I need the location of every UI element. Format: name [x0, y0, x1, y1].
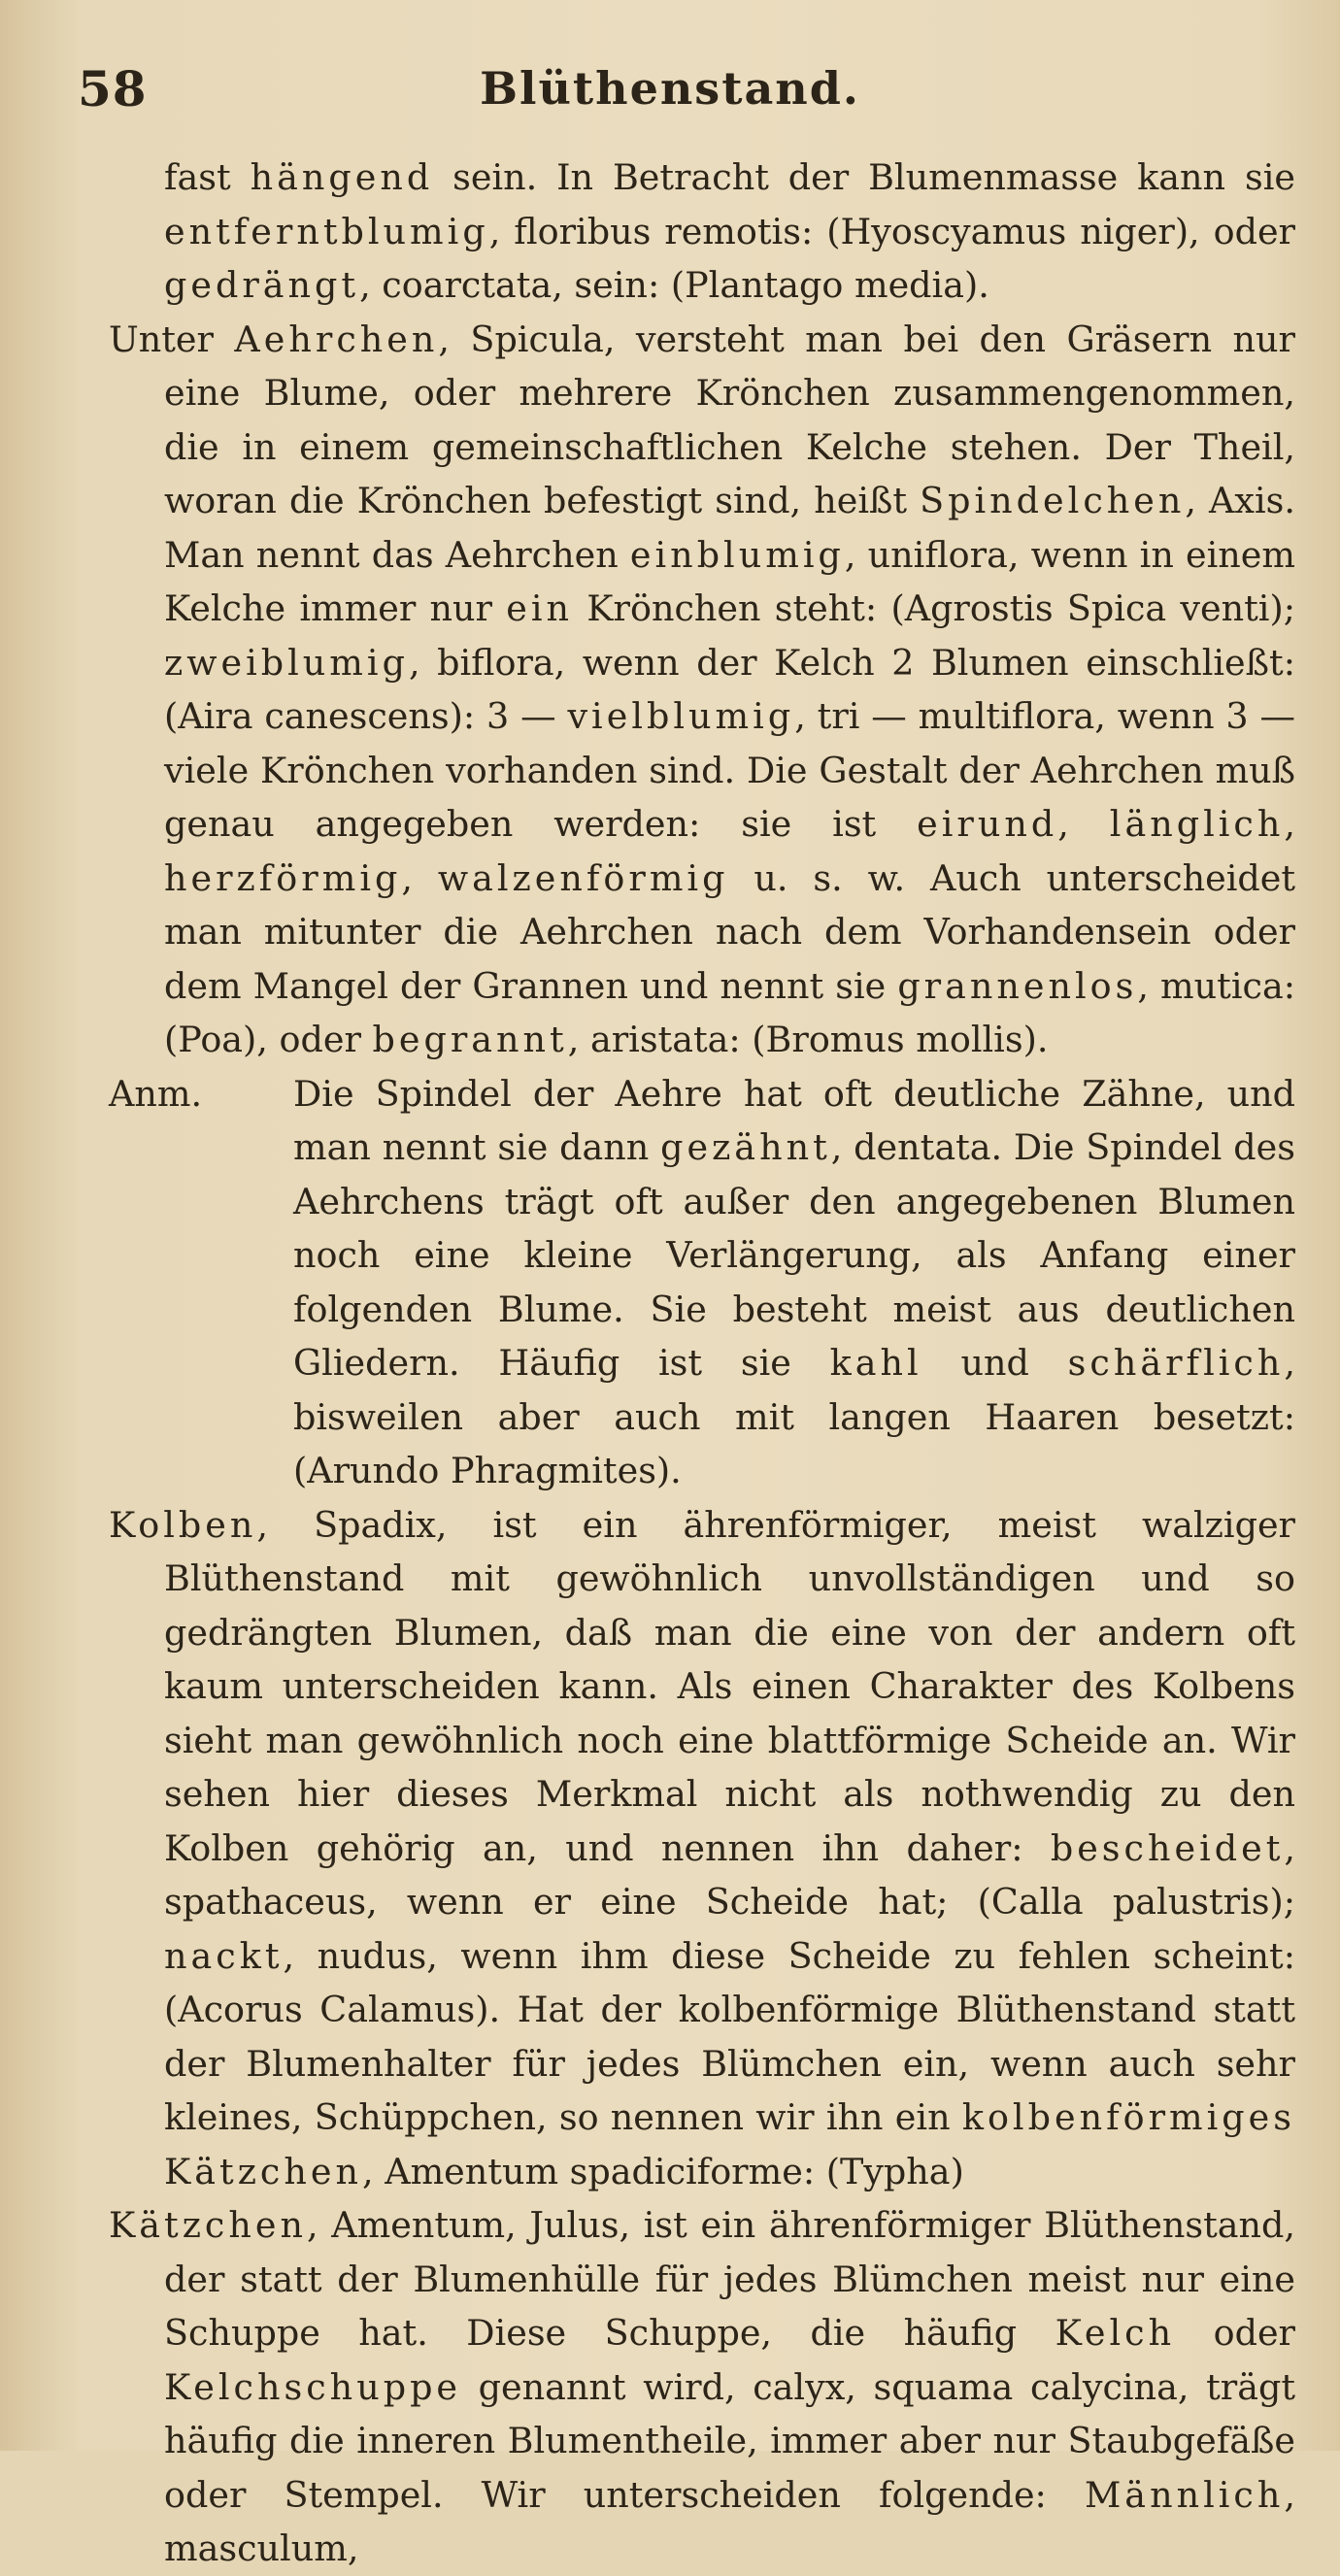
text-run: , Spadix, ist ein ährenförmiger, meist walziger Blüthenstand mit gewöhnlich unvollständigen und so gedrängten Blumen, daß man die eine von der andern oft kaum unterscheiden kann. Als einen Charakter des Kolbens sieht man gewöhnlich noch eine blattförmige Scheide an. Wir sehen hier dieses Merkmal nicht als nothwendig zu den Kolben gehörig an, und nennen ihn daher:: [164, 1503, 1295, 1869]
text-run: , Spicula, versteht man bei den Gräsern nur eine Blume, oder mehrere Krönchen zusammengenommen, die in einem gemeinschaftlichen Kelche stehen. Der Theil, woran die Krönchen befestigt sind, heißt: [164, 318, 1295, 521]
page-number: 58: [78, 60, 148, 117]
spaced-term: vielblumig: [567, 695, 795, 737]
spaced-term: einblumig: [629, 533, 845, 576]
spaced-term: Kelch: [1055, 2312, 1176, 2354]
text-paragraph: [109, 1498, 1295, 2199]
note-paragraph: [109, 1067, 1295, 1498]
spaced-term: zweiblumig: [164, 641, 409, 684]
spaced-term: Aehrchen: [234, 318, 439, 360]
text-run: , biflora, wenn der Kelch 2 Blumen einschließt: (Aira canescens): 3 —: [164, 641, 1295, 737]
text-run: fast: [164, 156, 251, 198]
text-run: ,: [1057, 803, 1110, 845]
spaced-term: entferntblumig: [164, 210, 489, 252]
spaced-term: gedrängt: [164, 264, 360, 306]
spaced-term: bescheidet: [1050, 1826, 1285, 1869]
text-paragraph: [109, 151, 1295, 313]
text-run: , dentata. Die Spindel des Aehrchens trägt oft außer den angegebenen Blumen noch eine kleine Verlängerung, als Anfang einer folgenden Blume. Sie besteht meist aus deutlichen Gliedern. Häufig ist sie: [293, 1126, 1295, 1384]
text-run: , mutica: (Poa), oder: [164, 964, 1296, 1060]
text-run: , nudus, wenn ihm diese Scheide zu fehlen scheint: (Acorus Calamus). Hat der kolbenförmige Blüthenstand statt der Blumenhalter für jedes Blümchen ein, wenn auch sehr kleines, Schüppchen, so nennen wir ihn ein: [164, 1934, 1295, 2138]
spaced-term: grannenlos: [897, 964, 1138, 1007]
text-run: , tri — multiflora, wenn 3 — viele Krönchen vorhanden sind. Die Gestalt der Aehrchen muß genau angegeben werden: sie ist: [164, 695, 1295, 845]
spaced-term: kahl: [829, 1342, 922, 1384]
text-run: u. s. w. Auch unterscheidet man mitunter die Aehrchen nach dem Vorhandensein oder dem Mangel der Grannen und nennt sie: [164, 856, 1295, 1007]
text-run: , uniflora, wenn in einem Kelche immer nur: [164, 533, 1295, 629]
page-body: [109, 151, 1295, 2576]
spaced-term: eirund: [917, 803, 1058, 845]
text-run: ,: [401, 856, 438, 899]
text-run: , floribus remotis: (Hyoscyamus niger), oder: [488, 210, 1295, 252]
text-run: sein. In Betracht der Blumenmasse kann sie: [433, 156, 1295, 198]
spaced-term: gezähnt: [660, 1126, 831, 1168]
text-run: , Amentum, Julus, ist ein ährenförmiger Blüthenstand, der statt der Blumenhülle für jedes Blümchen meist nur eine Schuppe hat. Diese Schuppe, die häufig: [164, 2204, 1295, 2354]
spaced-term: Männlich: [1084, 2473, 1285, 2516]
spaced-term: Kätzchen: [109, 2204, 307, 2246]
text-paragraph: [109, 313, 1295, 1067]
spaced-term: länglich: [1109, 803, 1285, 845]
spaced-term: kolbenförmiges Kätzchen: [164, 2096, 1295, 2192]
text-run: , masculum,: [164, 2473, 1295, 2569]
text-paragraph: [109, 2198, 1295, 2576]
text-run: Krönchen steht: (Agrostis Spica venti);: [573, 587, 1295, 629]
spaced-term: Spindelchen: [920, 480, 1186, 521]
text-run: ,: [1284, 803, 1295, 845]
text-run: genannt wird, calyx, squama calycina, trägt häufig die inneren Blumentheile, immer aber nur Staubgefäße oder Stempel. Wir unterscheiden folgende:: [164, 2365, 1295, 2516]
spaced-term: Kelchschuppe: [164, 2365, 462, 2408]
note-label: Anm.: [109, 1072, 203, 1115]
text-run: , Axis. Man nennt das Aehrchen: [164, 480, 1295, 576]
page-header: [78, 60, 1262, 128]
text-run: Die Spindel der Aehre hat oft deutliche Zähne, und man nennt sie dann: [293, 1072, 1295, 1168]
text-run: , coarctata, sein: (Plantago media).: [359, 264, 989, 306]
spaced-term: herzförmig: [164, 856, 402, 899]
spaced-term: walzenförmig: [437, 856, 729, 899]
spaced-term: hängend: [250, 156, 434, 198]
text-run: oder: [1175, 2312, 1295, 2354]
text-run: , spathaceus, wenn er eine Scheide hat; (Calla palustris);: [164, 1826, 1295, 1923]
running-title: Blüthenstand.: [480, 62, 860, 115]
text-run: , bisweilen aber auch mit langen Haaren besetzt: (Arundo Phragmites).: [293, 1342, 1295, 1491]
text-run: Unter: [109, 318, 235, 360]
text-run: und: [921, 1342, 1068, 1384]
text-run: , aristata: (Bromus mollis).: [567, 1019, 1049, 1060]
text-run: , Amentum spadiciforme: (Typha): [362, 2150, 964, 2192]
spaced-term: nackt: [164, 1934, 284, 1977]
spaced-term: Kolben: [109, 1503, 257, 1546]
spaced-term: begrannt: [372, 1019, 568, 1060]
spaced-term: schärflich: [1067, 1342, 1285, 1384]
spaced-term: ein: [506, 587, 574, 629]
